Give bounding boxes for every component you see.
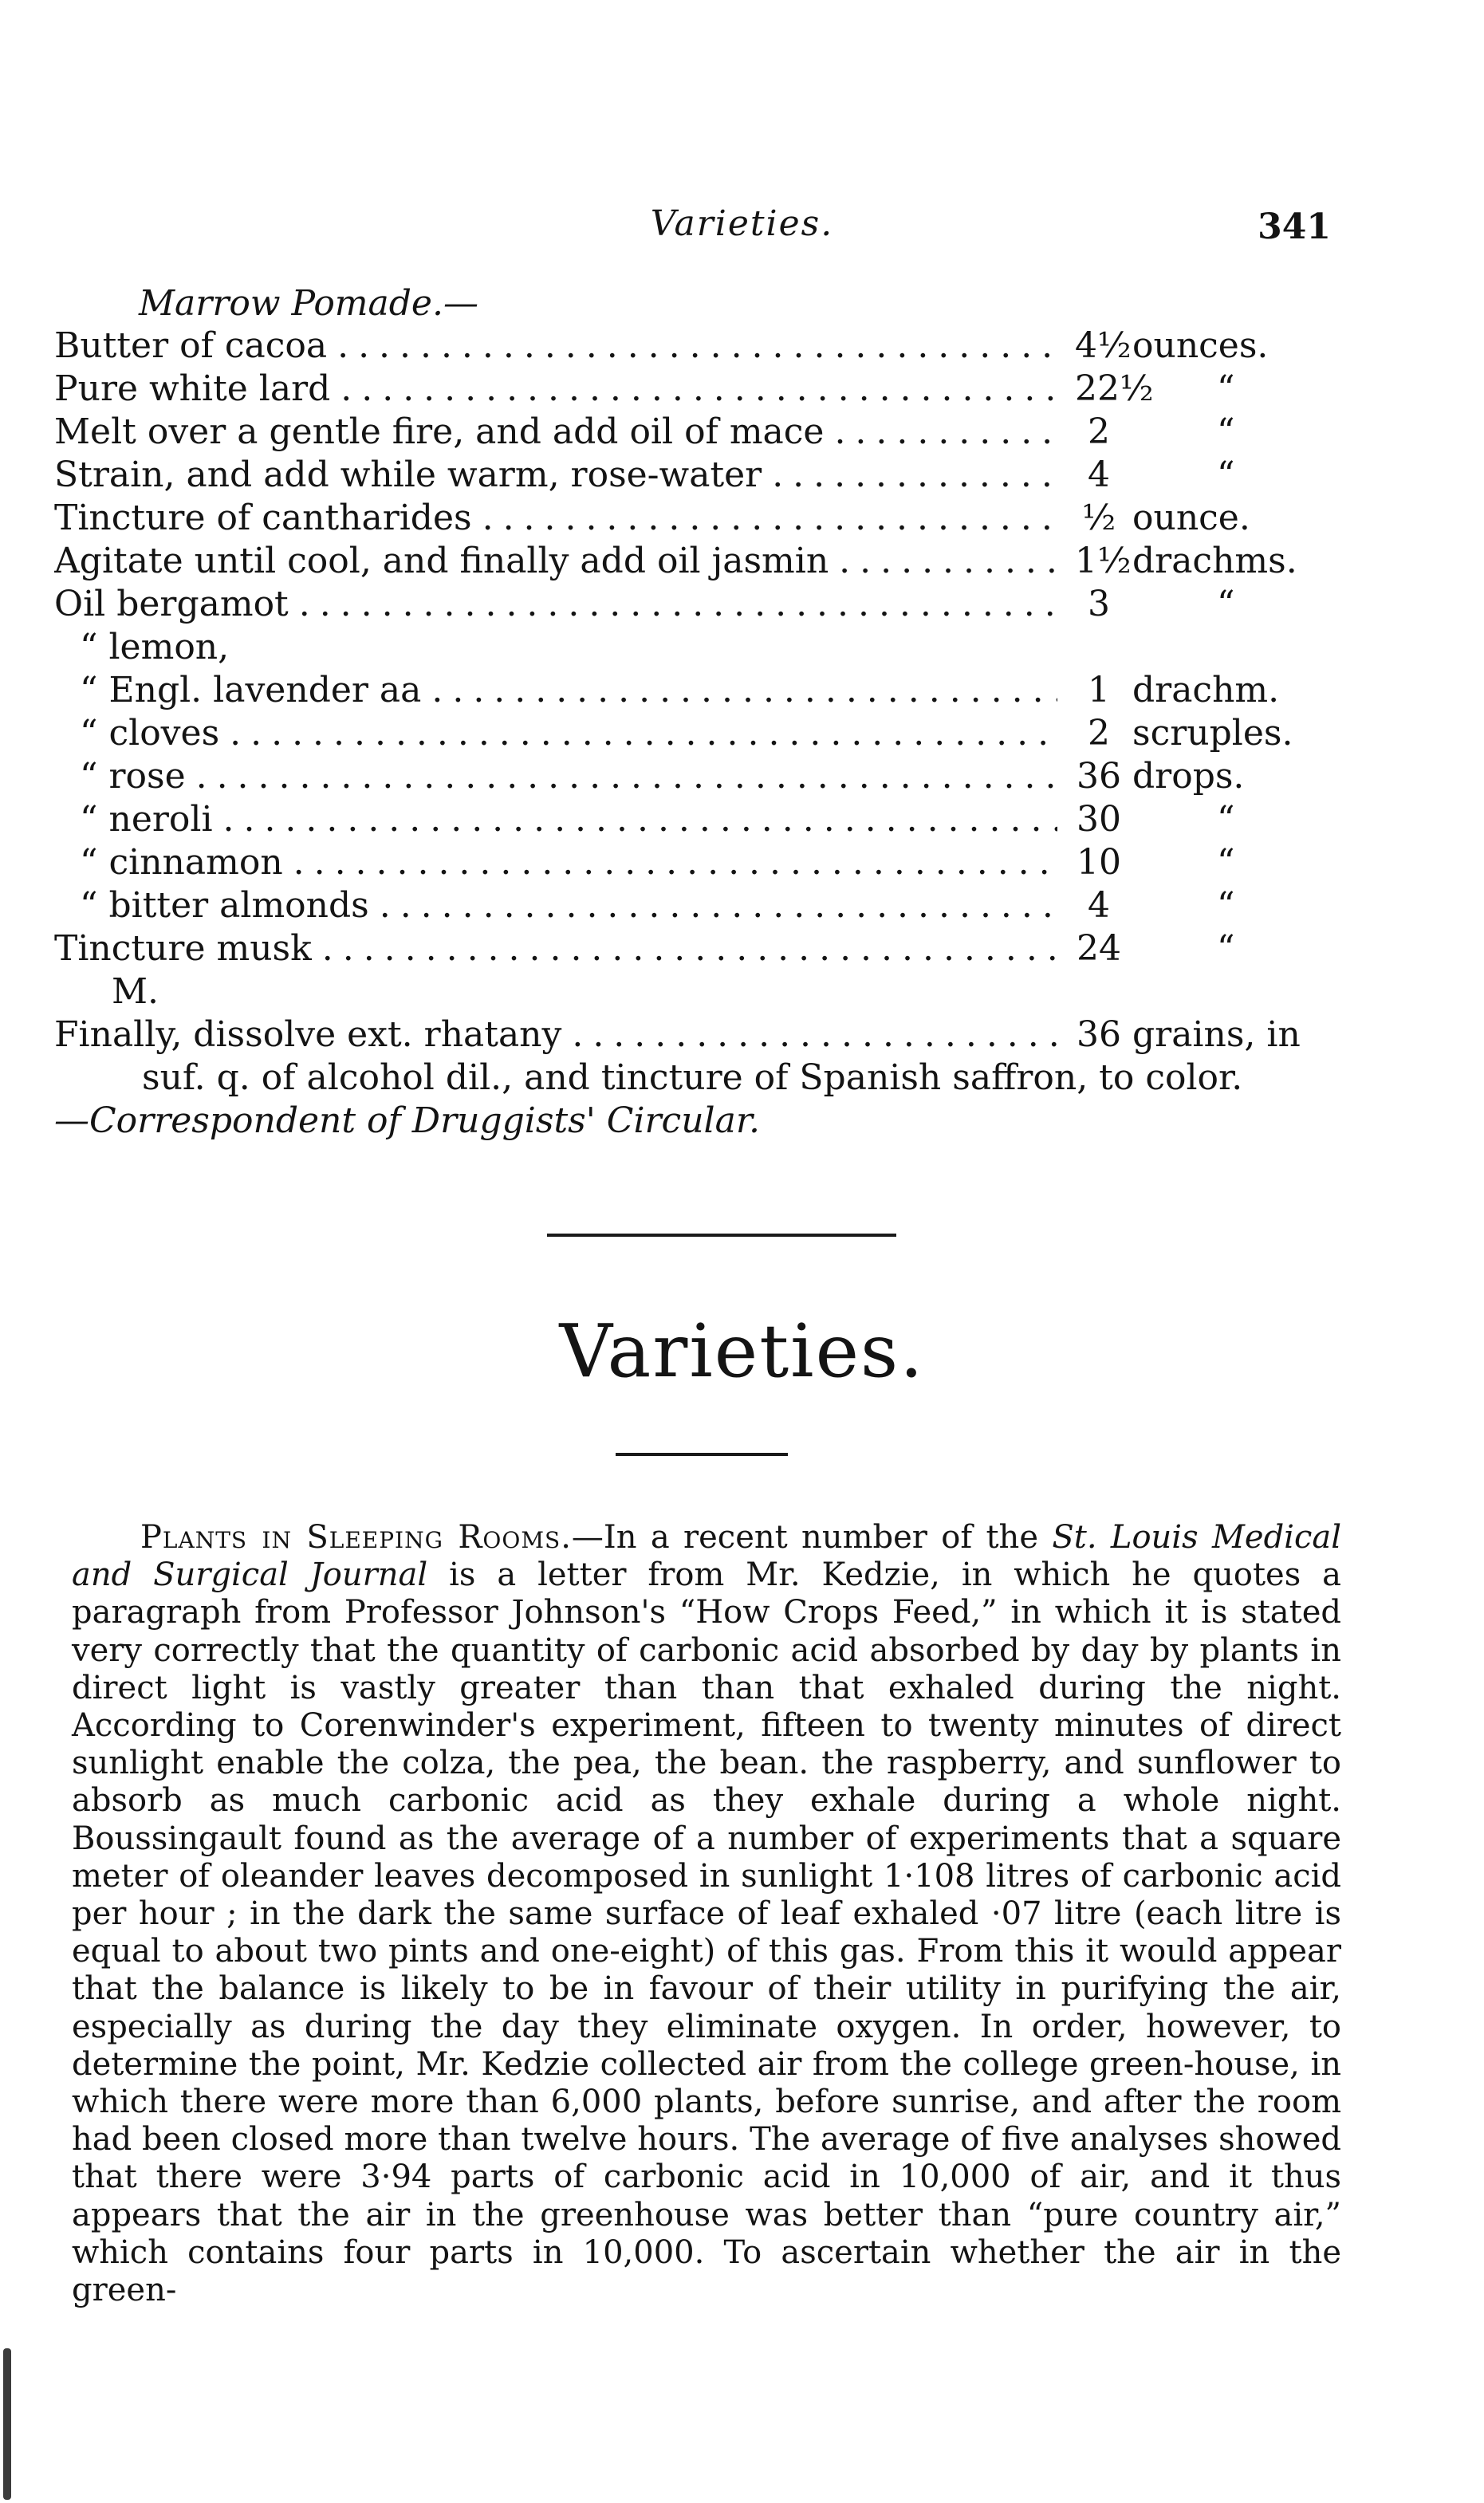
recipe-row: [54, 712, 1346, 755]
article-text: is a letter from Mr. Kedzie, in which he quotes a paragraph from Professor Johnson's “How Crops Feed,” in which it is stated very correctly that the quantity of carbonic acid absorbed by day by plants in direct light is vastly greater than than that exhaled during the night. According to Corenwinder's experiment, fifteen to twenty minutes of direct sunlight enable the colza, the pea, the bean. the raspberry, and sunflower to absorb as much carbonic acid as they exhale during a whole night. Boussingault found as the average of a number of experiments that a square meter of oleander leaves decomposed in sunlight 1·108 litres of carbonic acid per hour ; in the dark the same surface of leaf exhaled ·07 litre (each litre is equal to about two pints and one-eight) of this gas. From this it would appear that the balance is likely to be in favour of their utility in purifying the air, especially as during the day they eliminate oxygen. In order, however, to determine the point, Mr. Kedzie collected air from the college green-house, in which there were more than 6,000 plants, before sunrise, and after the room had been closed more than twelve hours. The average of five analyses showed that there were 3·94 parts of carbonic acid in 10,000 of air, and it thus appears that the air in the greenhouse was better than “pure country air,” which contains four parts in 10,000. To ascertain whether the air in the green-: [72, 1557, 1341, 2309]
ingredient-label: Agitate until cool, and finally add oil jasmin . . .: [54, 540, 1057, 583]
ingredient-quantity: 4½: [1075, 325, 1132, 366]
mix-mark: M.: [112, 971, 159, 1012]
recipe-row: [54, 411, 1346, 454]
ingredient-unit: ounce.: [1132, 498, 1250, 538]
recipe-title: Marrow Pomade.—: [139, 283, 478, 324]
ingredient-label: Pure white lard . . .: [54, 368, 1057, 411]
marrow-pomade-recipe: [54, 283, 1346, 1143]
section-divider-rule: [547, 1234, 896, 1237]
recipe-row: [54, 884, 1346, 927]
ingredient-label: “ Engl. lavender aa . . .: [80, 669, 1057, 712]
article-heading: Plants in Sleeping Rooms.: [140, 1519, 572, 1556]
ingredient-quantity: 10: [1077, 842, 1121, 883]
ingredient-quantity: 24: [1077, 928, 1121, 969]
recipe-row: [54, 1013, 1346, 1057]
ingredient-unit: drops.: [1132, 756, 1245, 797]
recipe-row: [54, 927, 1346, 970]
recipe-source: —Correspondent of Druggists' Circular.: [54, 1100, 761, 1141]
ingredient-unit: “: [1217, 842, 1235, 883]
recipe-row: [54, 497, 1346, 540]
ingredient-unit: drachm.: [1132, 670, 1280, 710]
recipe-row: [54, 325, 1346, 368]
ingredient-quantity: 1: [1088, 670, 1110, 710]
scan-edge-mark: [3, 2348, 11, 2500]
ingredient-quantity: 30: [1077, 799, 1121, 840]
ingredient-label: Strain, and add while warm, rose-water . . .: [54, 454, 1057, 497]
recipe-row: [54, 755, 1346, 798]
ingredient-unit: “: [1217, 885, 1235, 926]
article-text: —In a recent number of the: [571, 1519, 1053, 1556]
ingredient-unit: “: [1217, 455, 1235, 495]
recipe-row: [54, 454, 1346, 497]
journal-title: St. Louis Medical and Surgical Journal: [72, 1519, 1342, 1594]
recipe-row: [54, 798, 1346, 841]
recipe-row: [54, 583, 1346, 626]
running-head-title: Varieties.: [650, 203, 834, 244]
ingredient-quantity: 4: [1088, 455, 1110, 495]
ingredient-quantity: 22½: [1075, 368, 1154, 409]
ingredient-quantity: 2: [1088, 713, 1110, 754]
recipe-row: [54, 540, 1346, 583]
ingredient-unit: ounces.: [1132, 325, 1269, 366]
ingredient-label: “ cinnamon . . .: [80, 841, 1057, 884]
recipe-row: [54, 841, 1346, 884]
ingredient-unit: “: [1217, 799, 1235, 840]
ingredient-label: “ lemon,: [80, 627, 230, 667]
ingredient-label: Tincture musk . . .: [54, 927, 1057, 970]
section-title-rule: [616, 1453, 788, 1456]
ingredient-label: Oil bergamot . . .: [54, 583, 1057, 626]
ingredient-label: Butter of cacoa . . .: [54, 325, 1057, 368]
ingredient-unit: “: [1217, 411, 1235, 452]
ingredient-quantity: ½: [1081, 498, 1116, 538]
ingredient-quantity: 4: [1088, 885, 1110, 926]
ingredient-quantity: 2: [1088, 411, 1110, 452]
recipe-row: [54, 626, 1346, 669]
ingredient-label: “ bitter almonds . . .: [80, 884, 1057, 927]
ingredient-label: Melt over a gentle fire, and add oil of mace . . .: [54, 411, 1057, 454]
ingredient-quantity: 3: [1088, 584, 1110, 624]
ingredient-unit: grains, in: [1132, 1014, 1301, 1055]
ingredient-quantity: 1½: [1075, 541, 1132, 581]
recipe-row: [54, 368, 1346, 411]
ingredient-unit: “: [1217, 368, 1235, 409]
ingredient-label: Finally, dissolve ext. rhatany . . .: [54, 1013, 1057, 1057]
section-title: Varieties.: [559, 1309, 925, 1394]
ingredient-label: “ rose . . .: [80, 755, 1057, 798]
ingredient-unit: drachms.: [1132, 541, 1297, 581]
recipe-row: [54, 669, 1346, 712]
ingredient-unit: “: [1217, 928, 1235, 969]
ingredient-label: “ neroli . . .: [80, 798, 1057, 841]
running-head: [0, 203, 1484, 251]
mix-mark-row: [54, 970, 1346, 1013]
recipe-continuation: suf. q. of alcohol dil., and tincture of Spanish saffron, to color.: [142, 1057, 1243, 1098]
ingredient-unit: “: [1217, 584, 1235, 624]
ingredient-quantity: 36: [1077, 756, 1121, 797]
article-paragraph: [72, 1519, 1341, 2309]
ingredient-label: “ cloves . . .: [80, 712, 1057, 755]
ingredient-label: Tincture of cantharides . . .: [54, 497, 1057, 540]
ingredient-unit: scruples.: [1132, 713, 1293, 754]
ingredient-quantity: 36: [1077, 1014, 1121, 1055]
page-number: 341: [1258, 207, 1331, 247]
